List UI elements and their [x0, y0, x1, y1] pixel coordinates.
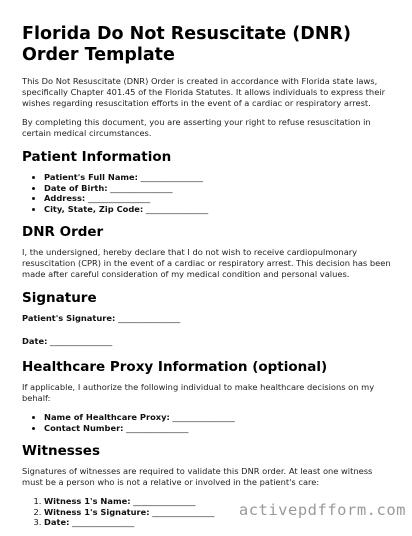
- signature-date-line: Date: _______________: [22, 336, 113, 346]
- dnr-order-heading: DNR Order: [22, 224, 104, 240]
- blank-line: _______________: [117, 313, 181, 323]
- list-item: 3. Date: _______________: [44, 517, 394, 528]
- witnesses-heading: Witnesses: [22, 443, 101, 459]
- intro-paragraph-1: This Do Not Resuscitate (DNR) Order is created in accordance with Florida state laws, specifically Chapter 401.45 of the Florida Statutes. It allows individuals to express their wishes regarding resuscitation efforts in the event of a cardiac or respiratory arrest.: [22, 76, 386, 108]
- blank-line: _______________: [140, 172, 203, 182]
- list-item: • Address: _______________: [44, 193, 394, 204]
- signature-heading: Signature: [22, 290, 97, 306]
- document-page: [22, 0, 394, 536]
- proxy-list: [22, 412, 394, 433]
- list-item: • Patient's Full Name: _______________: [44, 172, 394, 183]
- blank-line: _______________: [87, 193, 151, 203]
- watermark-text: activepdfform.com: [238, 501, 406, 519]
- blank-line: _______________: [50, 336, 113, 346]
- proxy-heading: Healthcare Proxy Information (optional): [22, 359, 328, 375]
- blank-line: _______________: [133, 496, 196, 506]
- blank-line: _______________: [152, 506, 215, 517]
- blank-line: _______________: [126, 422, 189, 433]
- witnesses-text: Signatures of witnesses are required to validate this DNR order. At least one witness must be a person who is not a relative or involved in the patient's care:: [22, 466, 373, 487]
- dnr-order-text: I, the undersigned, hereby declare that I do not wish to receive cardiopulmonary resuscitation (CPR) in the event of a cardiac or respiratory arrest. This decision has been made after careful consideration of my medical condition and personal values.: [22, 247, 391, 279]
- blank-line: _______________: [172, 412, 235, 422]
- proxy-text: If applicable, I authorize the following individual to make healthcare decisions on my behalf:: [22, 382, 375, 403]
- intro-paragraph-2: By completing this document, you are asserting your right to refuse resuscitation in certain medical circumstances.: [22, 117, 371, 138]
- list-item: • Date of Birth: _______________: [44, 183, 394, 194]
- document-title: Florida Do Not Resuscitate (DNR) Order Template: [22, 24, 351, 65]
- list-item: • Name of Healthcare Proxy: _______________: [44, 412, 394, 423]
- patient-signature-line: Patient's Signature: _______________: [22, 313, 181, 323]
- list-item: 2. Witness 1's Signature: _______________: [44, 507, 394, 518]
- blank-line: _______________: [145, 203, 209, 214]
- list-item: • City, State, Zip Code: _______________: [44, 204, 394, 215]
- list-item: 1. Witness 1's Name: _______________: [44, 496, 394, 507]
- patient-info-heading: Patient Information: [22, 149, 172, 165]
- patient-info-list: [22, 172, 394, 214]
- blank-line: _______________: [110, 182, 173, 193]
- list-item: • Contact Number: _______________: [44, 423, 394, 434]
- blank-line: _______________: [72, 517, 135, 527]
